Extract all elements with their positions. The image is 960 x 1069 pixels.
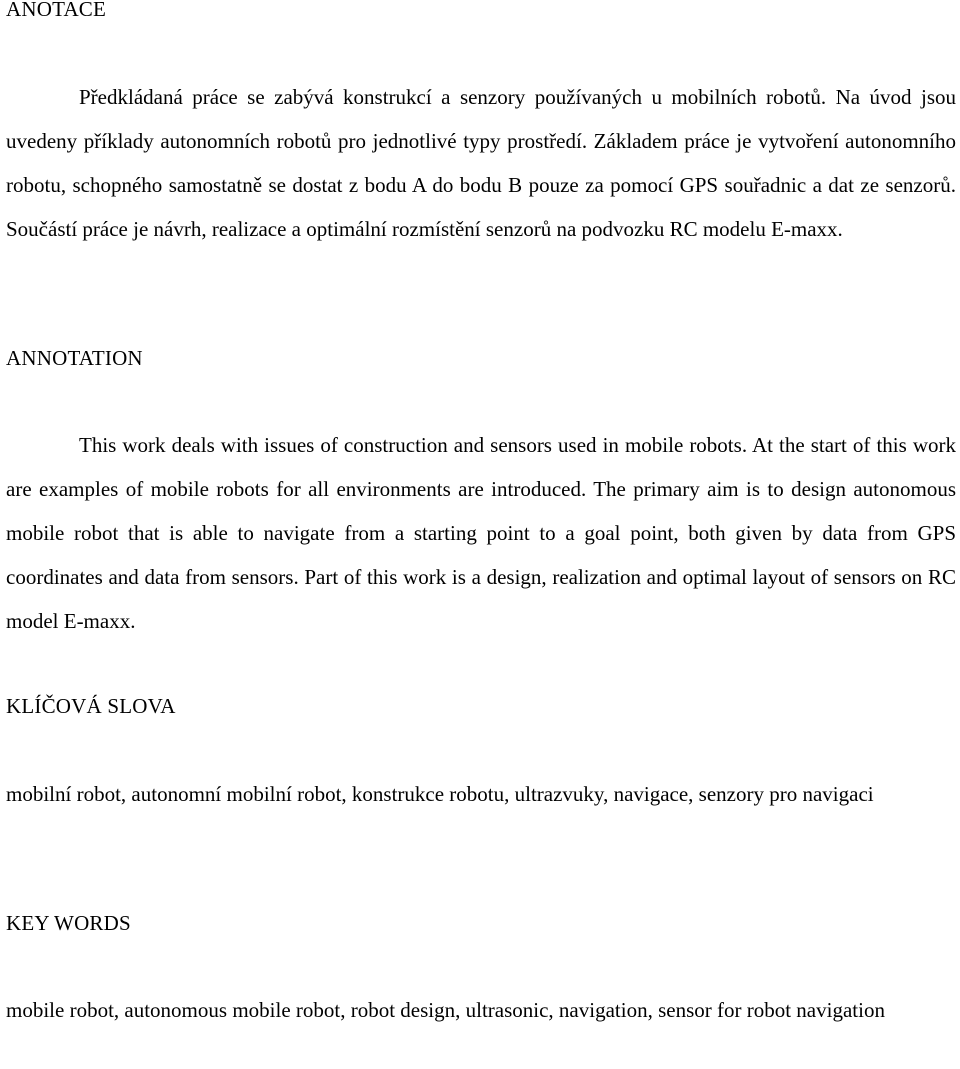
- anotace-text: Předkládaná práce se zabývá konstrukcí a senzory používaných u mobilních robotů. Na úvod jsou uvedeny příklady autonomních robotů pro jednotlivé typy prostředí. Základem práce je vytvoření autonomního robotu, schopného samostatně se dostat z bodu A do bodu B pouze za pomocí GPS souřadnic a dat ze senzorů. Součástí práce je návrh, realizace a optimální rozmístění senzorů na podvozku RC modelu E-maxx.: [6, 85, 956, 241]
- key-words-heading: KEY WORDS: [6, 911, 131, 935]
- anotace-paragraph: [6, 75, 956, 251]
- anotace-heading: ANOTACE: [6, 0, 107, 21]
- klicova-slova-heading: KLÍČOVÁ SLOVA: [6, 694, 176, 718]
- annotation-heading: ANNOTATION: [6, 346, 143, 370]
- klicova-slova-text: mobilní robot, autonomní mobilní robot, konstrukce robotu, ultrazvuky, navigace, senzory pro navigaci: [6, 782, 874, 806]
- key-words-text: mobile robot, autonomous mobile robot, robot design, ultrasonic, navigation, sensor for robot navigation: [6, 998, 885, 1022]
- annotation-text: This work deals with issues of construction and sensors used in mobile robots. At the start of this work are examples of mobile robots for all environments are introduced. The primary aim is to design autonomous mobile robot that is able to navigate from a starting point to a goal point, both given by data from GPS coordinates and data from sensors. Part of this work is a design, realization and optimal layout of sensors on RC model E-maxx.: [6, 433, 956, 633]
- annotation-paragraph: [6, 423, 956, 643]
